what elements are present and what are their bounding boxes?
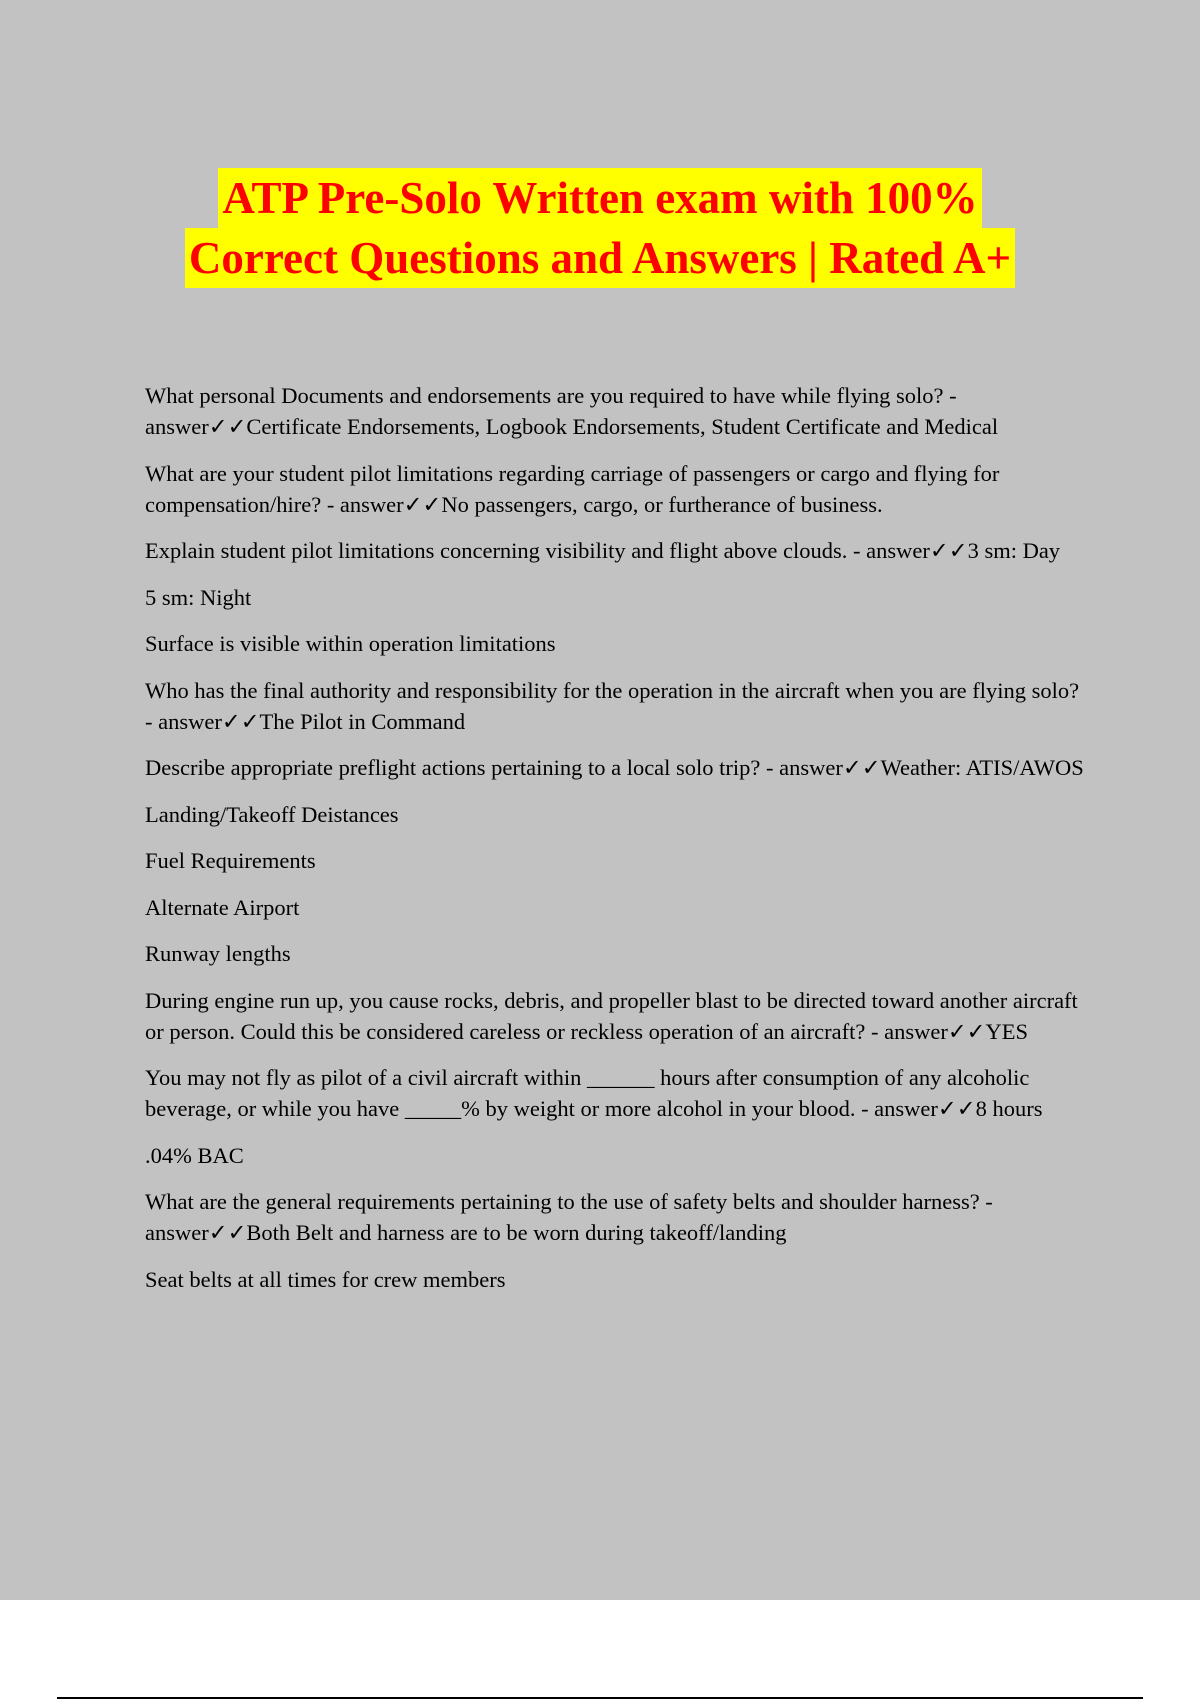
qa-paragraph-preflight: Describe appropriate preflight actions pertaining to a local solo trip? - answer✓✓Weather: ATIS/AWOS: [145, 755, 1084, 780]
title-line-1: ATP Pre-Solo Written exam with 100%: [218, 168, 981, 228]
qa-paragraph-passengers-cargo: What are your student pilot limitations regarding carriage of passengers or cargo and flying for compensation/hire? - answer✓✓No passengers, cargo, or furtherance of business.: [145, 460, 1000, 517]
footer-divider: [57, 1697, 1143, 1699]
answer-line-bac: .04% BAC: [145, 1142, 244, 1168]
qa-paragraph-final-authority: Who has the final authority and responsibility for the operation in the aircraft when you are flying solo? - answer✓✓The Pilot in Command: [145, 677, 1080, 734]
answer-line-runway: Runway lengths: [145, 941, 291, 966]
qa-paragraph-run-up: During engine run up, you cause rocks, debris, and propeller blast to be directed toward another aircraft or person. Could this be considered careless or reckless operation of an aircraft? - answer✓✓YES: [145, 987, 1078, 1044]
document-title: [0, 168, 1200, 288]
title-line-2: Correct Questions and Answers | Rated A+: [185, 228, 1015, 288]
qa-paragraph-safety-belts: What are the general requirements pertaining to the use of safety belts and shoulder harness? - answer✓✓Both Belt and harness are to be worn during takeoff/landing: [145, 1189, 993, 1245]
qa-content: [145, 380, 1090, 1310]
answer-line-fuel: Fuel Requirements: [145, 848, 316, 873]
answer-line-distances: Landing/Takeoff Deistances: [145, 801, 399, 827]
answer-line-alternate: Alternate Airport: [145, 894, 300, 920]
qa-paragraph-solo-documents: What personal Documents and endorsements are you required to have while flying solo? - answer✓✓Certificate Endorsements, Logbook Endorsements, Student Certificate and Medical: [145, 383, 999, 439]
qa-paragraph-alcohol: You may not fly as pilot of a civil aircraft within ______ hours after consumption of any alcoholic beverage, or while you have _____% by weight or more alcohol in your blood. - answer✓✓8 hours: [145, 1065, 1043, 1121]
answer-line-surface: Surface is visible within operation limitations: [145, 631, 556, 656]
answer-line-seat-belts: Seat belts at all times for crew members: [145, 1266, 506, 1292]
answer-line-night: 5 sm: Night: [145, 584, 252, 610]
qa-paragraph-visibility: Explain student pilot limitations concerning visibility and flight above clouds. - answer✓✓3 sm: Day: [145, 538, 1061, 563]
